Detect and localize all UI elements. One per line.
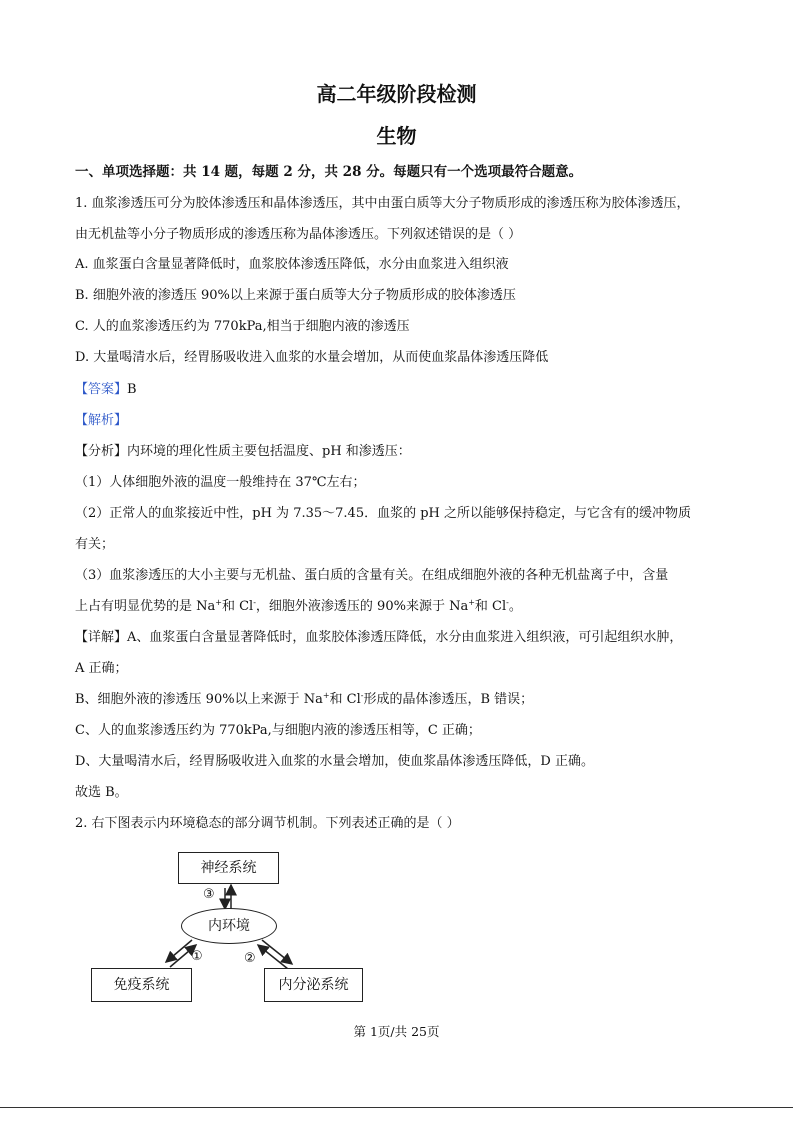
xiangjie-c: C、人的血浆渗透压约为 770kPa,与细胞内液的渗透压相等，C 正确； — [75, 723, 481, 738]
label-2: ② — [244, 951, 256, 966]
text-segment: ，细胞外液渗透压的 90%来源于 Na — [255, 599, 469, 614]
q1-stem-line2: 由无机盐等小分子物质形成的渗透压称为晶体渗透压。下列叙述错误的是（ ） — [75, 227, 522, 242]
superscript: + — [322, 691, 330, 700]
node-immune-system: 免疫系统 — [91, 968, 192, 1002]
label-1: ① — [191, 949, 203, 964]
superscript: - — [506, 598, 509, 607]
text-segment: 上占有明显优势的是 Na — [75, 599, 216, 614]
section-heading: 一、单项选择题：共 14 题，每题 2 分，共 28 分。每题只有一个选项最符合题意。 — [75, 164, 583, 180]
text-segment: 。 — [508, 599, 522, 614]
page-title: 高二年级阶段检测 — [316, 82, 477, 106]
bottom-divider — [0, 1107, 793, 1108]
superscript: - — [253, 598, 256, 607]
superscript: - — [360, 691, 364, 700]
fenxi-point-3a: （3）血浆渗透压的大小主要与无机盐、蛋白质的含量有关。在组成细胞外液的各种无机盐离子中，含量 — [75, 568, 669, 583]
q1-option-c: C. 人的血浆渗透压约为 770kPa,相当于细胞内液的渗透压 — [75, 319, 410, 334]
q2-stem: 2. 右下图表示内环境稳态的部分调节机制。下列表述正确的是（ ） — [75, 816, 460, 831]
fenxi-point-1: （1）人体细胞外液的温度一般维持在 37℃左右； — [75, 475, 366, 490]
q1-option-d: D. 大量喝清水后，经胃肠吸收进入血浆的水量会增加，从而使血浆晶体渗透压降低 — [75, 350, 549, 365]
node-endocrine-system: 内分泌系统 — [264, 968, 363, 1002]
q1-option-a: A. 血浆蛋白含量显著降低时，血浆胶体渗透压降低，水分由血浆进入组织液 — [75, 257, 509, 272]
conclusion: 故选 B。 — [75, 785, 128, 800]
subject-title: 生物 — [376, 124, 417, 148]
xiangjie-d: D、大量喝清水后，经胃肠吸收进入血浆的水量会增加，使血浆晶体渗透压降低，D 正确。 — [75, 754, 594, 769]
text-segment: 和 Cl — [221, 599, 254, 614]
xiangjie-a-line2: A 正确； — [75, 661, 128, 676]
fenxi-point-2a: （2）正常人的血浆接近中性，pH 为 7.35～7.45．血浆的 pH 之所以能够保持稳定，与它含有的缓冲物质 — [75, 506, 692, 521]
node-internal-environment: 内环境 — [181, 908, 277, 944]
q1-stem-line1: 1. 血浆渗透压可分为胶体渗透压和晶体渗透压，其中由蛋白质等大分子物质形成的渗透压称为胶体渗透压， — [75, 196, 690, 211]
q1-option-b: B. 细胞外液的渗透压 90%以上来源于蛋白质等大分子物质形成的胶体渗透压 — [75, 288, 516, 303]
analysis-tag: 【解析】 — [75, 413, 128, 428]
text-segment: 形成的晶体渗透压，B 错误； — [363, 692, 534, 707]
xiangjie-tag: 【详解】 — [75, 630, 128, 645]
label-3: ③ — [203, 887, 215, 902]
page-footer: 第 1页/共 25页 — [353, 1024, 440, 1039]
fenxi-text: 内环境的理化性质主要包括温度、pH 和渗透压： — [127, 444, 411, 459]
fenxi-point-2b: 有关； — [75, 537, 115, 552]
text-segment: A、血浆蛋白含量显著降低时，血浆胶体渗透压降低，水分由血浆进入组织液，可引起组织水肿， — [127, 630, 683, 645]
node-nervous-system: 神经系统 — [178, 852, 279, 884]
fenxi-tag: 【分析】 — [75, 444, 128, 459]
answer-tag: 【答案】 — [75, 382, 128, 397]
superscript: + — [468, 598, 475, 607]
text-segment: B、细胞外液的渗透压 90%以上来源于 Na — [75, 692, 323, 707]
text-segment: 和 Cl — [329, 692, 361, 707]
superscript: + — [215, 598, 222, 607]
text-segment: 和 Cl — [474, 599, 507, 614]
answer-value: B — [127, 382, 137, 397]
